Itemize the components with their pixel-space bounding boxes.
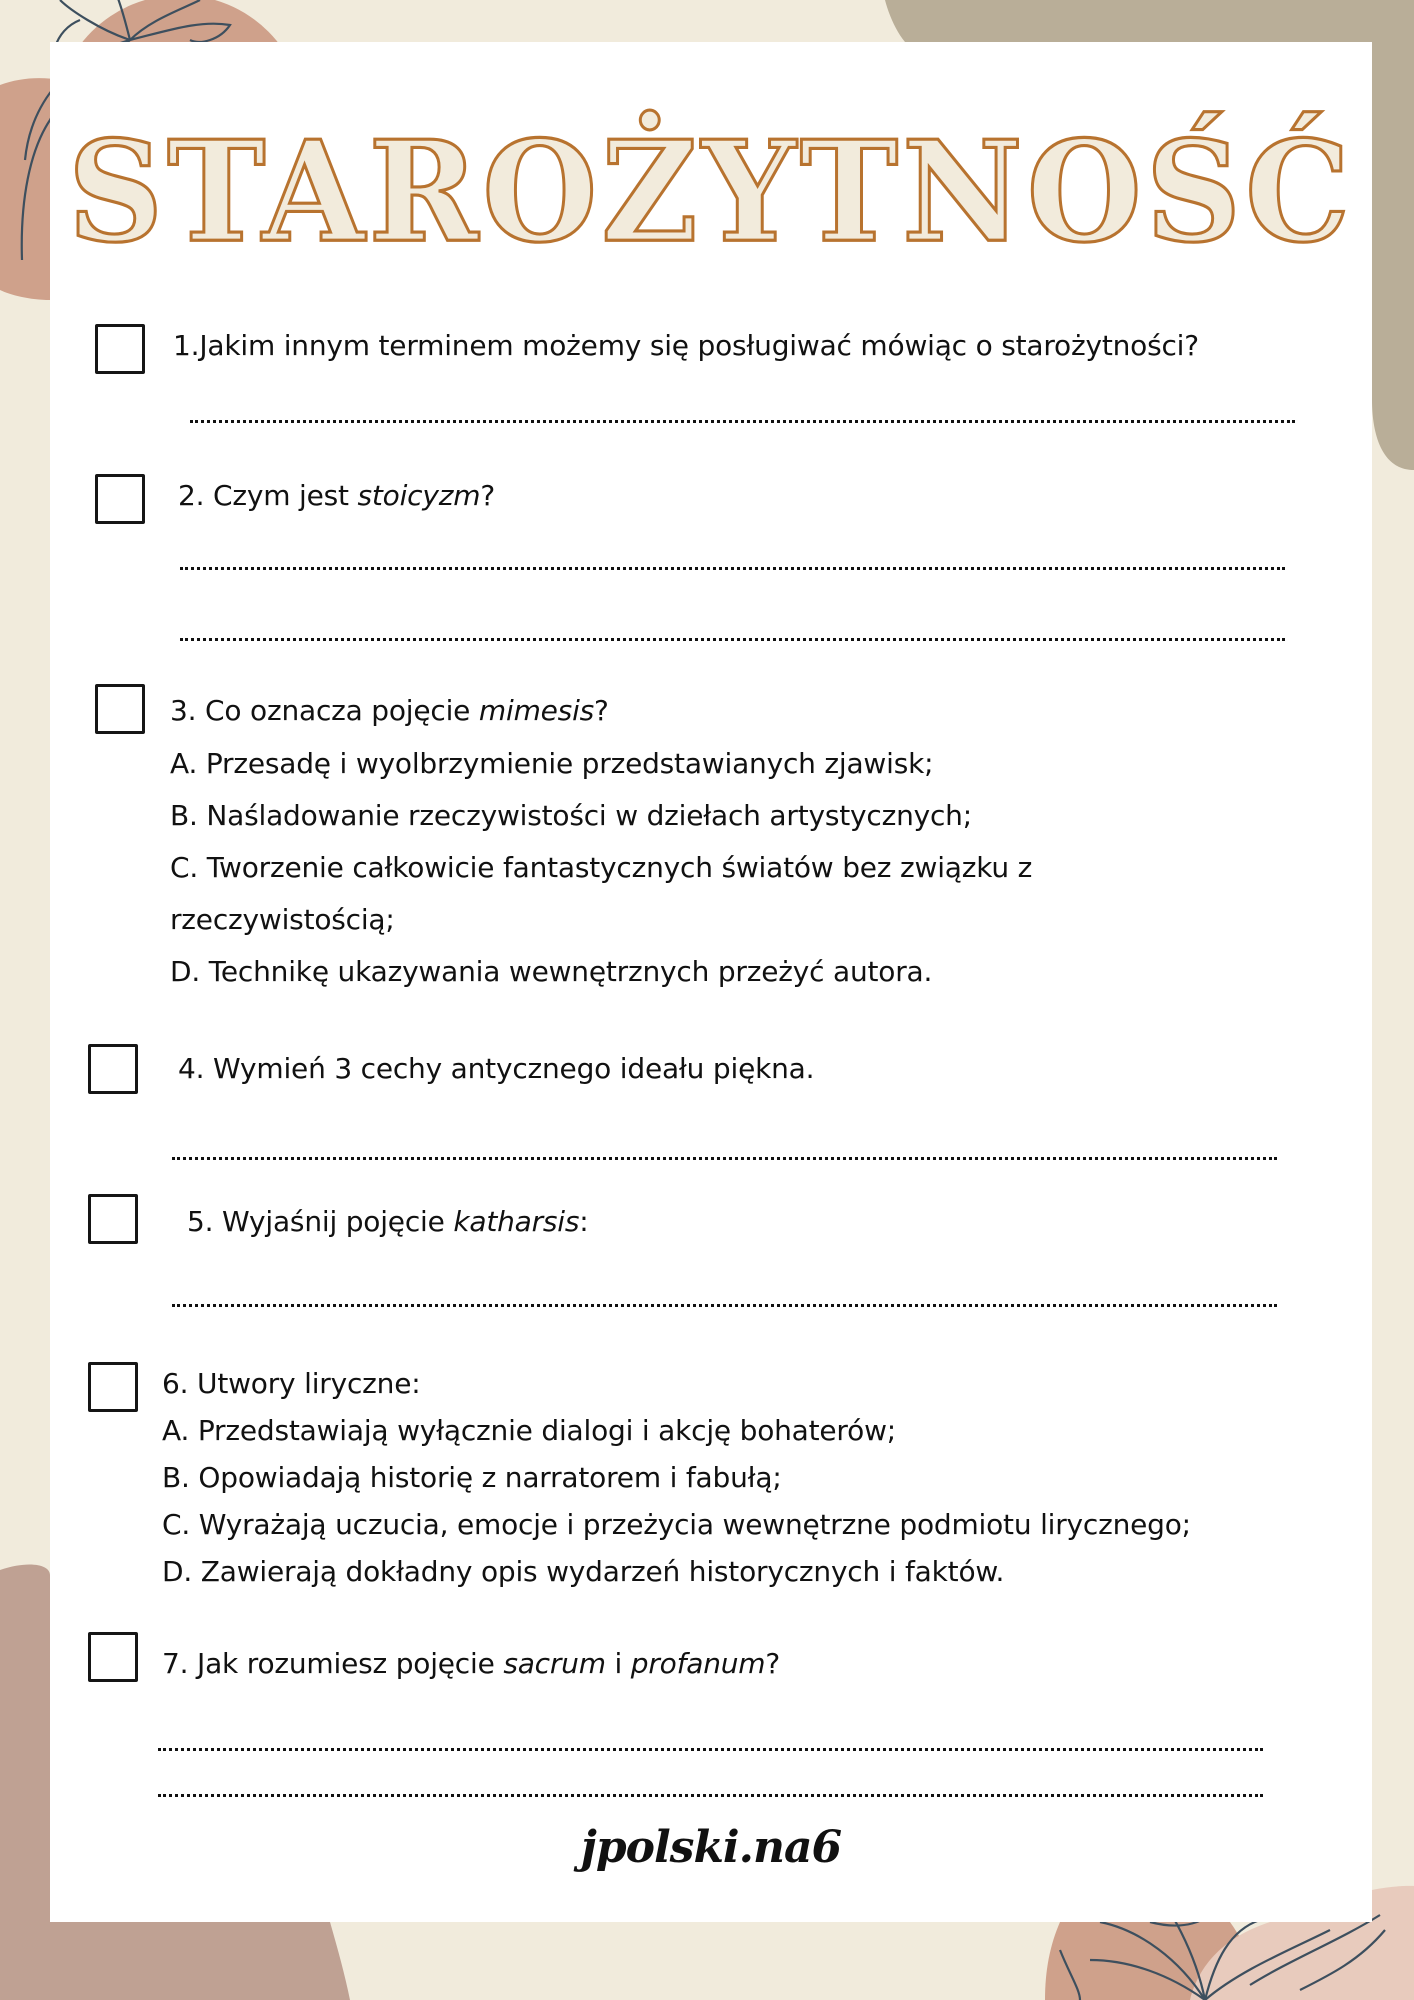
question-term: stoicyzm xyxy=(357,479,481,512)
option-c-continued: rzeczywistością; xyxy=(170,903,395,936)
question-term: katharsis xyxy=(453,1205,580,1238)
option-d[interactable]: D. Zawierają dokładny opis wydarzeń historycznych i faktów. xyxy=(162,1555,1005,1588)
question-term: mimesis xyxy=(478,694,595,727)
question-6-text xyxy=(162,1367,420,1401)
question-label: Utwory liryczne: xyxy=(197,1367,421,1400)
checkbox-question-2[interactable] xyxy=(95,474,145,524)
question-7-text xyxy=(162,1647,780,1681)
question-number: 5. xyxy=(187,1205,214,1238)
question-number: 3. xyxy=(170,694,197,727)
question-number: 6. xyxy=(162,1367,189,1400)
answer-line[interactable] xyxy=(172,1157,1277,1160)
question-4-text xyxy=(178,1052,814,1086)
question-2-text xyxy=(178,479,495,513)
answer-line[interactable] xyxy=(172,1304,1277,1307)
answer-line[interactable] xyxy=(180,638,1285,641)
question-number: 4. xyxy=(178,1052,205,1085)
checkbox-question-5[interactable] xyxy=(88,1194,138,1244)
question-number: 2. xyxy=(178,479,205,512)
signature: jpolski.na6 xyxy=(580,1822,842,1873)
question-term: sacrum xyxy=(503,1647,606,1680)
answer-line[interactable] xyxy=(180,567,1285,570)
question-3-text xyxy=(170,694,609,728)
question-label: Czym jest xyxy=(213,479,358,512)
question-label: Wyjaśnij pojęcie xyxy=(222,1205,454,1238)
question-punct: : xyxy=(579,1205,589,1238)
checkbox-question-7[interactable] xyxy=(88,1632,138,1682)
question-1-text xyxy=(173,329,1199,363)
question-punct: ? xyxy=(765,1647,781,1680)
option-d[interactable]: D. Technikę ukazywania wewnętrznych przeżyć autora. xyxy=(170,955,933,988)
question-punct: ? xyxy=(594,694,609,727)
question-punct: ? xyxy=(480,479,495,512)
option-b[interactable]: B. Opowiadają historię z narratorem i fabułą; xyxy=(162,1461,782,1494)
answer-line[interactable] xyxy=(158,1748,1263,1751)
answer-line[interactable] xyxy=(190,420,1295,423)
question-5-text xyxy=(187,1205,589,1239)
question-conjunction: i xyxy=(605,1647,631,1680)
checkbox-question-6[interactable] xyxy=(88,1362,138,1412)
checkbox-question-1[interactable] xyxy=(95,324,145,374)
option-c[interactable]: C. Tworzenie całkowicie fantastycznych światów bez związku z xyxy=(170,851,1033,884)
page-title: STAROŻYTNOŚĆ xyxy=(67,111,1355,274)
question-number: 7. xyxy=(162,1647,189,1680)
question-label: Jak rozumiesz pojęcie xyxy=(197,1647,504,1680)
worksheet xyxy=(50,42,1372,1922)
question-label: Wymień 3 cechy antycznego ideału piękna. xyxy=(213,1052,815,1085)
checkbox-question-4[interactable] xyxy=(88,1044,138,1094)
question-label: Jakim innym terminem możemy się posługiwać mówiąc o starożytności? xyxy=(199,329,1199,362)
option-a[interactable]: A. Przesadę i wyolbrzymienie przedstawianych zjawisk; xyxy=(170,747,934,780)
question-label: Co oznacza pojęcie xyxy=(205,694,479,727)
option-c[interactable]: C. Wyrażają uczucia, emocje i przeżycia wewnętrzne podmiotu lirycznego; xyxy=(162,1508,1191,1541)
answer-line[interactable] xyxy=(158,1794,1263,1797)
checkbox-question-3[interactable] xyxy=(95,684,145,734)
question-number: 1. xyxy=(173,329,200,362)
option-b[interactable]: B. Naśladowanie rzeczywistości w dziełach artystycznych; xyxy=(170,799,972,832)
question-term: profanum xyxy=(630,1647,766,1680)
option-a[interactable]: A. Przedstawiają wyłącznie dialogi i akcję bohaterów; xyxy=(162,1414,896,1447)
